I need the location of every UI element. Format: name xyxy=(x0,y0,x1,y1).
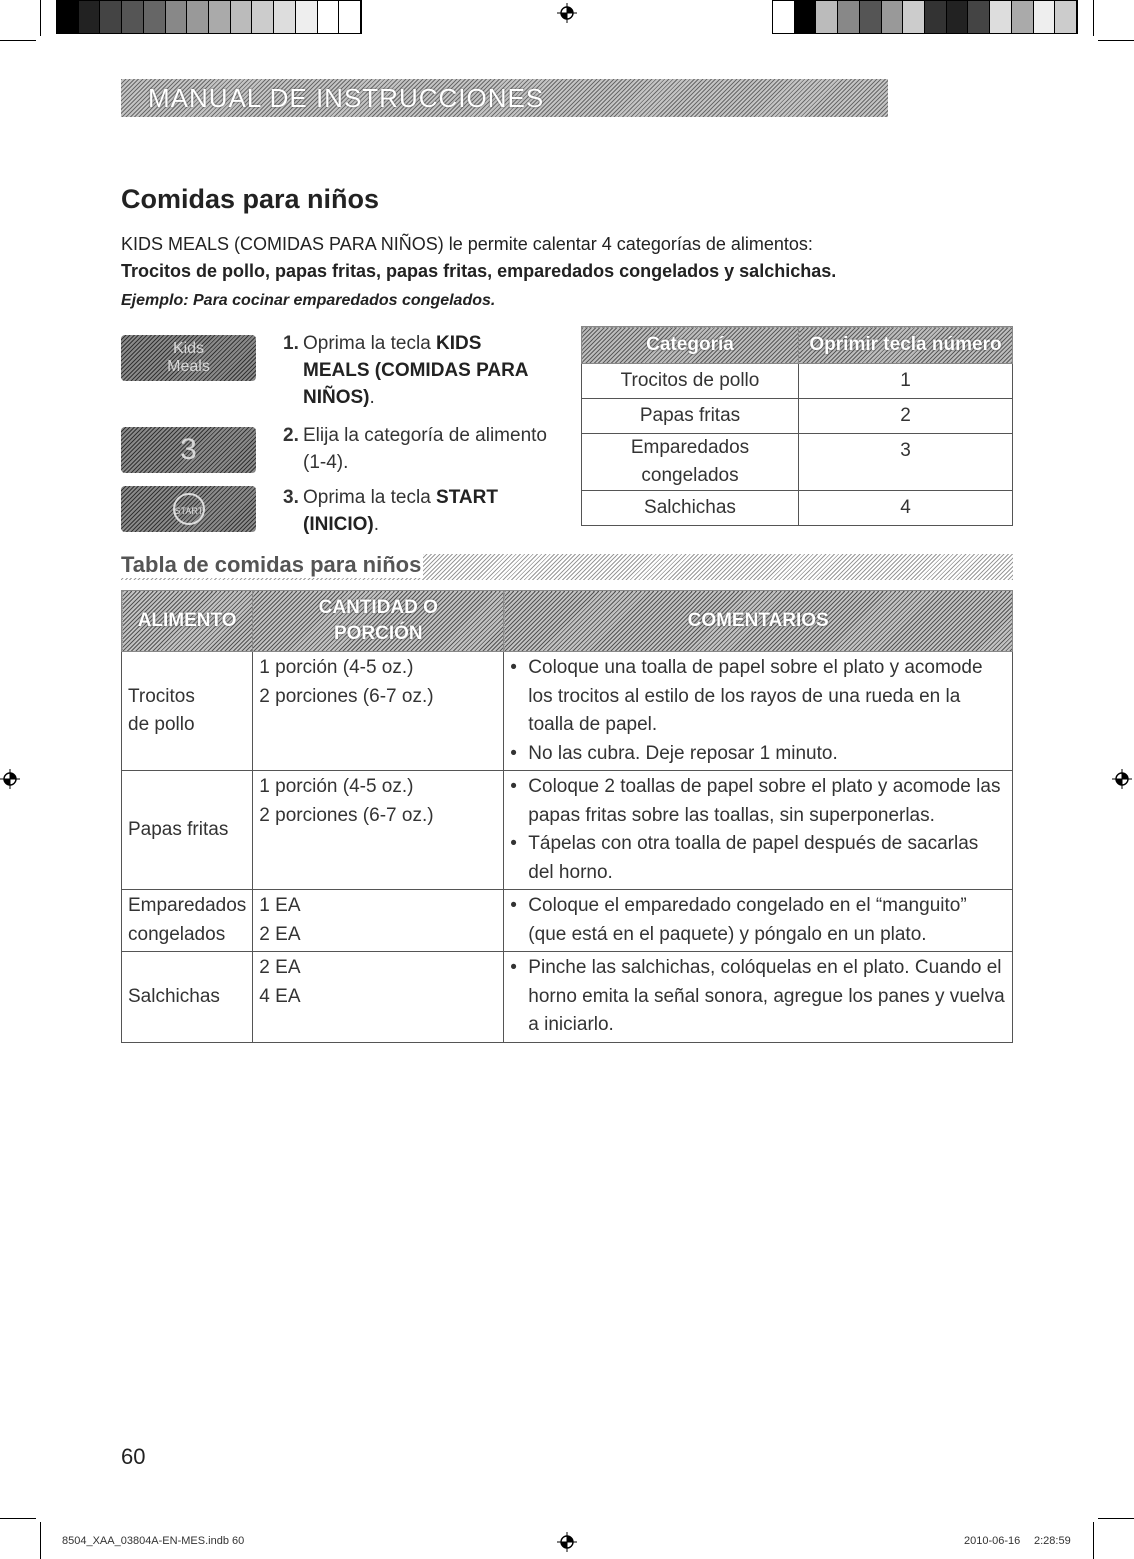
categories-line: Trocitos de pollo, papas fritas, papas fritas, emparedados congelados y salchichas. xyxy=(121,261,837,281)
color-registration-bar xyxy=(56,0,362,34)
crop-mark xyxy=(0,40,36,41)
portion-cell: 1 EA 2 EA xyxy=(253,890,504,952)
food-table-title: Tabla de comidas para niños xyxy=(121,552,422,577)
table-row xyxy=(122,890,1013,952)
crop-mark xyxy=(1093,0,1094,36)
portion-cell: 2 EA 4 EA xyxy=(253,952,504,1043)
comment-cell xyxy=(504,890,1013,952)
section-title: Comidas para niños xyxy=(121,184,380,214)
crop-mark xyxy=(1098,40,1134,41)
table-row xyxy=(122,652,1013,771)
key-number-cell: 1 xyxy=(799,364,1013,399)
comment-item: • Coloque el emparedado congelado en el “manguito” (que está en el paquete) y póngalo en un plato. xyxy=(510,892,1006,949)
comment-item: • Pinche las salchichas, colóquelas en el plato. Cuando el horno emita la señal sonora, agregue los panes y vuelva a iniciarlo. xyxy=(510,954,1006,1040)
registration-mark-icon xyxy=(0,769,20,789)
comment-cell xyxy=(504,771,1013,890)
step-number: 3. xyxy=(283,487,299,508)
comment-cell xyxy=(504,952,1013,1043)
key-number-cell: 3 xyxy=(799,434,1013,491)
table-row xyxy=(122,771,1013,890)
start-key-icon xyxy=(121,486,256,532)
step-number: 2. xyxy=(283,425,299,446)
registration-mark-icon xyxy=(557,3,577,23)
step-item xyxy=(283,422,553,476)
crop-mark xyxy=(40,0,41,36)
registration-mark-icon xyxy=(1112,769,1132,789)
comment-item: • No las cubra. Deje reposar 1 minuto. xyxy=(510,740,1006,769)
column-header: ALIMENTO xyxy=(122,591,253,652)
step-item xyxy=(283,484,553,538)
food-cell: Salchichas xyxy=(122,952,253,1043)
crop-mark xyxy=(1098,1518,1134,1519)
kids-meals-table xyxy=(121,590,1013,1043)
food-cell: Trocitos de pollo xyxy=(122,652,253,771)
category-cell: Salchichas xyxy=(582,491,799,526)
step-text: Oprima la tecla START (INICIO). xyxy=(303,487,498,535)
manual-title: MANUAL DE INSTRUCCIONES xyxy=(148,83,545,113)
footer-time: 2:28:59 xyxy=(1034,1535,1071,1547)
column-header: CANTIDAD O PORCIÓN xyxy=(253,591,504,652)
crop-mark xyxy=(0,1518,36,1519)
column-header: COMENTARIOS xyxy=(504,591,1013,652)
page-number: 60 xyxy=(121,1444,146,1469)
table-header-row xyxy=(582,327,1013,364)
comment-item: • Coloque 2 toallas de papel sobre el plato y acomode las papas fritas sobre las toallas, sin superponerlas. xyxy=(510,773,1006,830)
registration-mark-icon xyxy=(557,1532,577,1552)
step-text: Oprima la tecla KIDS MEALS (COMIDAS PARA NIÑOS). xyxy=(303,333,528,408)
number-key-icon xyxy=(121,427,256,473)
table-header-row xyxy=(122,591,1013,652)
key-number-cell: 2 xyxy=(799,399,1013,434)
food-cell: Papas fritas xyxy=(122,771,253,890)
step-text: Elija la categoría de alimento (1-4). xyxy=(303,425,547,473)
intro-text: KIDS MEALS (COMIDAS PARA NIÑOS) le permite calentar 4 categorías de alimentos: xyxy=(121,234,813,254)
column-header: Oprimir tecla número xyxy=(799,327,1013,364)
color-registration-bar xyxy=(772,0,1078,34)
start-label: START xyxy=(173,493,205,525)
step-item xyxy=(283,330,553,411)
comment-item: • Coloque una toalla de papel sobre el plato y acomode los trocitos al estilo de los rayos de una rueda en la toalla de papel. xyxy=(510,654,1006,740)
crop-mark xyxy=(1093,1522,1094,1559)
crop-mark xyxy=(40,1522,41,1559)
category-cell: Emparedados congelados xyxy=(582,434,799,491)
example-text: Ejemplo: Para cocinar emparedados congelados. xyxy=(121,292,496,309)
comment-cell xyxy=(504,652,1013,771)
portion-cell: 1 porción (4-5 oz.) 2 porciones (6-7 oz.) xyxy=(253,652,504,771)
kids-meals-key-icon xyxy=(121,335,256,381)
footer-filename: 8504_XAA_03804A-EN-MES.indb 60 xyxy=(62,1535,245,1547)
kids-meals-key-label: Kids xyxy=(172,340,205,357)
number-key-label: 3 xyxy=(180,433,197,466)
portion-cell: 1 porción (4-5 oz.) 2 porciones (6-7 oz.) xyxy=(253,771,504,890)
table-row xyxy=(582,491,1013,526)
category-cell: Papas fritas xyxy=(582,399,799,434)
table-row xyxy=(582,399,1013,434)
table-row xyxy=(122,952,1013,1043)
table-row xyxy=(582,434,1013,491)
category-table xyxy=(581,326,1013,526)
category-cell: Trocitos de pollo xyxy=(582,364,799,399)
key-number-cell: 4 xyxy=(799,491,1013,526)
food-cell: Emparedados congelados xyxy=(122,890,253,952)
step-number: 1. xyxy=(283,333,299,354)
kids-meals-key-label: Meals xyxy=(167,358,210,375)
footer-date: 2010-06-16 xyxy=(964,1535,1021,1547)
table-row xyxy=(582,364,1013,399)
column-header: Categoría xyxy=(582,327,799,364)
comment-item: • Tápelas con otra toalla de papel después de sacarlas del horno. xyxy=(510,830,1006,887)
